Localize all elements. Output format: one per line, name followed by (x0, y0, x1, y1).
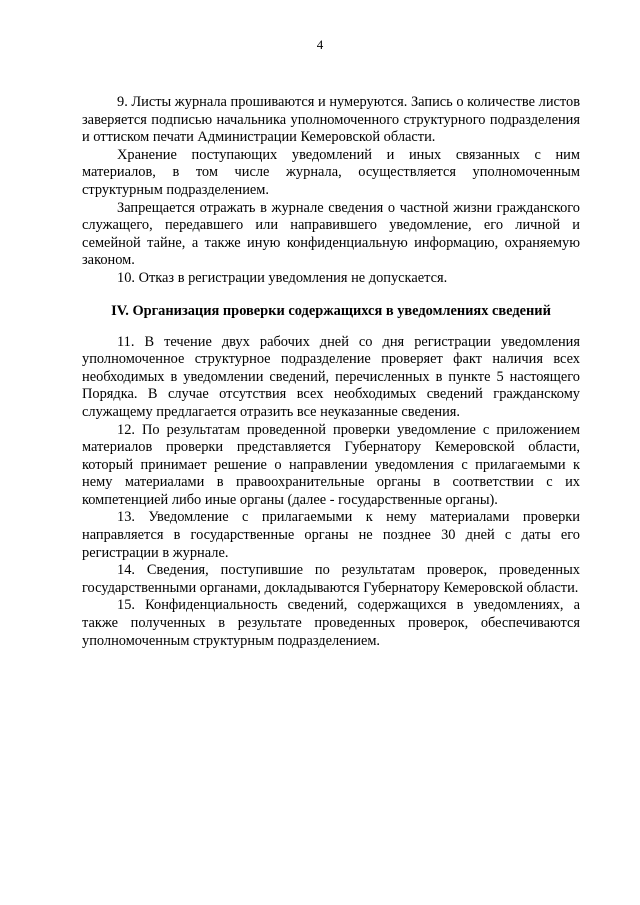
paragraph-15: 15. Конфиденциальность сведений, содержащихся в уведомлениях, а также полученных в результате проведенных проверок, обеспечиваются уполномоченным структурным подразделением. (82, 597, 580, 649)
paragraph-11: 11. В течение двух рабочих дней со дня регистрации уведомления уполномоченное структурное подразделение проверяет факт наличия всех необходимых в уведомлении сведений, перечисленных в пункте 5 настоящего Порядка. В случае отсутствия всех необходимых сведений гражданскому служащему предлагается отразить все неуказанные сведения. (82, 333, 580, 420)
paragraph-12: 12. По результатам проведенной проверки уведомление с приложением материалов проверки представляется Губернатору Кемеровской области, который принимает решение о направлении уведомления с прилагаемыми к нему материалами в правоохранительные органы в соответствии с их компетенцией либо иные органы (далее - государственные органы). (82, 421, 580, 508)
paragraph-storage: Хранение поступающих уведомлений и иных связанных с ним материалов, в том числе журнала, осуществляется уполномоченным структурным подразделением. (82, 146, 580, 198)
page-number: 4 (316, 37, 324, 52)
paragraph-10: 10. Отказ в регистрации уведомления не допускается. (117, 269, 448, 286)
paragraph-prohibition: Запрещается отражать в журнале сведения о частной жизни гражданского служащего, передавшего или направившего уведомление, его личной и семейной тайне, а также иную конфиденциальную информацию, охраняемую законом. (82, 199, 580, 269)
paragraph-13: 13. Уведомление с прилагаемыми к нему материалами проверки направляется в государственные органы не позднее 30 дней с даты его регистрации в журнале. (82, 509, 580, 561)
paragraph-14: 14. Сведения, поступившие по результатам проверок, проведенных государственными органами, докладываются Губернатору Кемеровской области. (82, 562, 580, 596)
paragraph-9: 9. Листы журнала прошиваются и нумеруются. Запись о количестве листов заверяется подписью начальника уполномоченного структурного подразделения и оттиском печати Администрации Кемеровской области. (82, 94, 580, 146)
section-heading: IV. Организация проверки содержащихся в уведомлениях сведений (111, 302, 551, 319)
document-body (82, 94, 580, 650)
